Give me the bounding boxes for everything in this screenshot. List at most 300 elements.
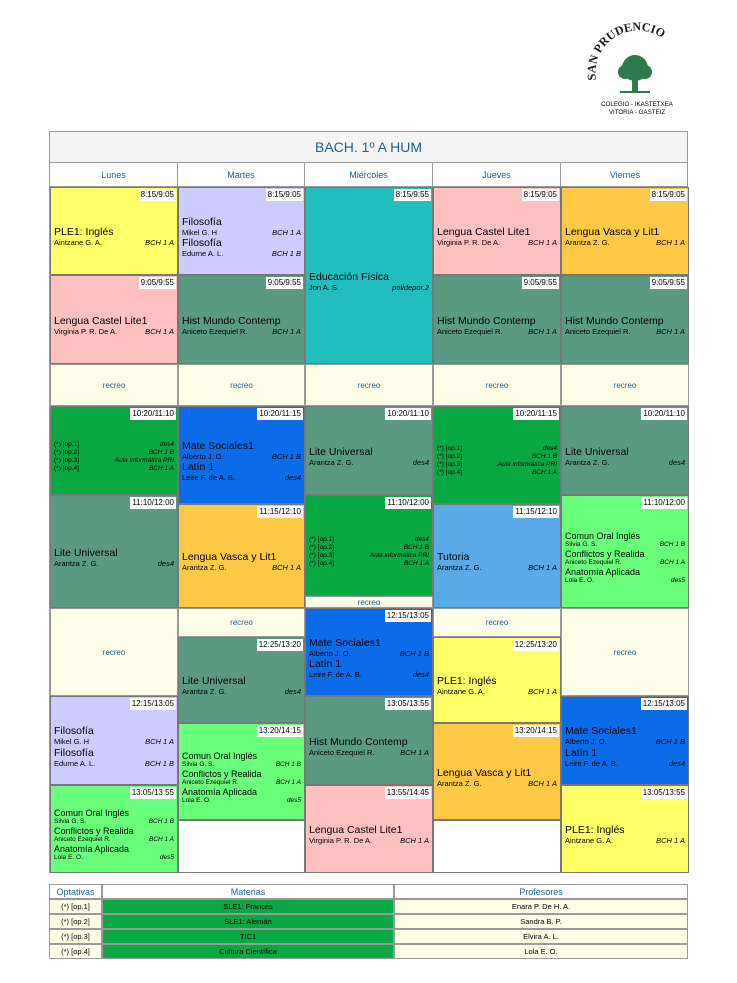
optativa-label: (*) [op.4] <box>54 464 79 472</box>
cell-content <box>54 419 174 494</box>
time-range: 10:20/11:10 <box>132 409 174 418</box>
time-range: 9:05/9:55 <box>140 278 174 287</box>
class-cell <box>305 696 433 785</box>
room-name: des4 <box>284 687 301 697</box>
room-name: Aula informática PRI <box>497 461 557 468</box>
subject-name: Conflictos y Realida <box>565 548 645 559</box>
teacher-line <box>54 854 174 862</box>
class-cell <box>50 187 178 275</box>
cell-content <box>309 798 429 872</box>
room-name: BCH 1 B <box>531 453 557 460</box>
time-range: 13:20/14:15 <box>514 726 557 735</box>
subject-name: Lite Universal <box>182 675 246 688</box>
subject-name: Lite Universal <box>309 445 373 458</box>
cell-content <box>309 621 429 695</box>
cell-content <box>54 798 174 872</box>
room-name: BCH 1 A <box>400 836 429 846</box>
optativa-line <box>54 449 174 457</box>
cell-content <box>437 200 557 274</box>
room-name: BCH 1 A <box>145 326 174 336</box>
teacher-name: Arantza Z. G. <box>182 687 227 697</box>
teacher-line <box>565 737 685 747</box>
day-header-2: Miércoles <box>305 163 433 187</box>
recreo-cell: recreo <box>561 608 689 696</box>
room-name: des4 <box>414 535 429 543</box>
room-name: des4 <box>412 457 429 467</box>
time-range: 12:15/13:05 <box>642 699 685 708</box>
class-cell <box>178 275 305 364</box>
recreo-cell: recreo <box>305 596 433 608</box>
subject-name: Conflictos y Realida <box>54 826 134 836</box>
teacher-line <box>565 836 685 846</box>
teacher-name: Edurne A. L. <box>182 249 224 258</box>
optativa-line <box>54 441 174 449</box>
teacher-name: Lola E. O. <box>565 576 594 584</box>
cell-content <box>437 419 557 503</box>
subject-name: Lite Universal <box>565 445 629 458</box>
teacher-line <box>54 559 174 569</box>
subject-name: PLE1: Inglés <box>54 226 114 239</box>
cell-content <box>54 709 174 784</box>
time-range: 12:15/13:05 <box>386 611 429 620</box>
teacher-name: Aniceto Ezequiel R. <box>309 747 375 757</box>
subject-name: PLE1: Inglés <box>565 824 625 837</box>
teacher-name: Lola E. O. <box>182 796 211 804</box>
subject-name: Latín 1 <box>565 746 598 759</box>
class-cell <box>50 406 178 495</box>
subject-name: Hist Mundo Contemp <box>565 314 664 327</box>
subject-name: Mate Sociales1 <box>309 636 381 649</box>
subject-name: Tutoria <box>437 551 470 564</box>
school-logo <box>582 20 692 130</box>
teacher-name: Aniceto Ezequiel R. <box>54 836 111 843</box>
room-name: BCH 1 B <box>403 543 429 551</box>
teacher-name: Mikel G. H <box>54 737 90 746</box>
time-range: 13:05/13:55 <box>642 788 685 797</box>
recreo-cell: recreo <box>50 608 178 696</box>
room-name: des4 <box>668 758 685 768</box>
subject-name: Lite Universal <box>54 546 118 559</box>
optativa-label: (*) [op.2] <box>309 543 334 551</box>
teacher-line <box>565 458 685 468</box>
optativa-materia: SLE1: Francés <box>102 899 394 914</box>
room-name: Aula informática PRI <box>114 456 174 464</box>
teacher-name: Aintzane G. A. <box>565 836 613 846</box>
teacher-line <box>54 759 174 769</box>
teacher-name: Aniceto Ezequiel R. <box>182 326 248 336</box>
room-name: des4 <box>284 473 301 482</box>
room-name: BCH 1 B <box>271 249 301 258</box>
teacher-line <box>565 327 685 337</box>
day-header-0: Lunes <box>50 163 178 187</box>
teacher-line <box>565 541 685 549</box>
teacher-name: Mikel G. H <box>182 227 218 237</box>
room-name: BCH 1 B <box>275 760 301 768</box>
class-cell <box>561 187 689 275</box>
teacher-name: Arantza Z. G. <box>565 238 610 248</box>
optativa-label: (*) [op.3] <box>309 551 334 559</box>
teacher-name: Arantza Z. G. <box>309 457 354 467</box>
class-cell <box>305 785 433 873</box>
logo-name: SAN PRUDENCIO <box>584 20 668 82</box>
teacher-name: Edurne A. L. <box>54 758 96 768</box>
recreo-cell: recreo <box>178 608 305 637</box>
subject-name: Lengua Vasca y Lit1 <box>182 551 277 564</box>
teacher-name: Leire F. de A. B. <box>565 758 618 768</box>
class-cell <box>178 637 305 723</box>
cell-content <box>437 288 557 363</box>
recreo-cell: recreo <box>50 364 178 406</box>
subject-name: Anatomía Aplicada <box>54 844 130 854</box>
teacher-line <box>182 797 301 805</box>
teacher-line <box>565 759 685 769</box>
room-name: des5 <box>159 854 174 861</box>
teacher-line <box>182 452 301 462</box>
class-cell <box>433 275 561 364</box>
teacher-line <box>437 687 557 697</box>
subject-name: Hist Mundo Contemp <box>182 314 281 327</box>
subject-name: Lengua Vasca y Lit1 <box>565 226 660 239</box>
teacher-name: Leire F. de A. B. <box>182 473 235 482</box>
teacher-line <box>182 687 301 697</box>
subject-name: Hist Mundo Contemp <box>309 735 408 748</box>
optativa-materia: TIC1 <box>102 929 394 944</box>
subject-name: Comun Oral Inglés <box>565 530 641 541</box>
class-cell <box>305 187 433 364</box>
class-cell <box>178 406 305 504</box>
optativa-label: (*) [op.3] <box>437 461 462 468</box>
cell-content <box>54 200 174 274</box>
cell-content <box>182 650 301 722</box>
teacher-name: Alberto J. O. <box>565 737 607 746</box>
cell-content <box>437 517 557 607</box>
optativa-profesor: Enara P. De H. A. <box>394 899 688 914</box>
teacher-line <box>54 737 174 747</box>
teacher-name: Alberto J. O. <box>182 451 224 461</box>
room-name: BCH 1 A <box>656 836 685 846</box>
room-name: BCH 1 A <box>656 326 685 336</box>
recreo-cell: recreo <box>561 364 689 406</box>
teacher-name: Aniceto Ezequiel R. <box>565 558 622 566</box>
teacher-line <box>309 670 429 680</box>
teacher-line <box>182 473 301 483</box>
time-range: 9:05/9:55 <box>523 278 557 287</box>
class-cell <box>561 495 689 608</box>
teacher-name: Aniceto Ezequiel R. <box>182 778 239 786</box>
class-cell <box>561 696 689 785</box>
optativa-label: (*) [op.4] <box>309 559 334 567</box>
cell-content <box>565 709 685 784</box>
time-range: 13:05/13:55 <box>386 699 429 708</box>
class-cell <box>561 275 689 364</box>
teacher-name: Arantza Z. G. <box>565 457 610 467</box>
class-cell <box>305 495 433 596</box>
optativa-label: (*) [op.1] <box>437 445 462 452</box>
class-cell <box>433 504 561 608</box>
class-cell <box>178 723 305 820</box>
room-name: BCH 1 B <box>148 818 174 825</box>
teacher-line <box>182 327 301 337</box>
optativa-line <box>309 544 429 552</box>
teacher-name: Alberto J. O. <box>309 648 351 658</box>
optativa-code: (*) [op.1] <box>49 899 102 914</box>
room-name: BCH 1 A <box>656 238 685 248</box>
optativa-line <box>437 469 557 477</box>
subject-name: Mate Sociales1 <box>565 725 637 737</box>
teacher-name: Virginia P. R. De A. <box>437 238 501 248</box>
room-name: BCH 1 A <box>531 469 557 476</box>
cell-content <box>309 419 429 494</box>
optativa-profesor: Elvira A. L. <box>394 929 688 944</box>
subject-name: Latín 1 <box>182 461 215 473</box>
teacher-line <box>309 649 429 659</box>
room-name: Aula informática PRI <box>369 551 429 559</box>
optativa-line <box>54 457 174 465</box>
subject-name: Filosofía <box>182 237 222 249</box>
teacher-name: Aniceto Ezequiel R. <box>437 326 503 336</box>
cell-content <box>565 200 685 274</box>
class-cell <box>305 608 433 696</box>
logo-line2: VITORIA - GASTEIZ <box>608 109 666 116</box>
room-name: BCH 1 B <box>655 737 685 746</box>
room-name: BCH 1 A <box>659 558 685 566</box>
teacher-line <box>182 779 301 787</box>
cell-content <box>565 419 685 494</box>
time-range: 11:10/12:00 <box>132 498 174 507</box>
schedule-grid <box>49 187 688 873</box>
time-range: 8:15/9:05 <box>651 190 685 199</box>
optativa-profesor: Lola E. O. <box>394 944 688 959</box>
room-name: BCH 1 A <box>148 464 174 472</box>
cell-content <box>565 288 685 363</box>
cell-content <box>309 709 429 784</box>
time-range: 11:10/12:00 <box>387 498 429 507</box>
teacher-line <box>437 238 557 248</box>
cell-content <box>182 833 301 872</box>
teacher-name: Silvia G. S. <box>54 818 87 825</box>
class-cell <box>50 696 178 785</box>
class-cell <box>50 785 178 873</box>
cell-content <box>437 736 557 819</box>
time-range: 12:25/13:20 <box>514 640 557 649</box>
time-range: 8:15/9:55 <box>395 190 429 199</box>
time-range: 9:05/9:55 <box>267 278 301 287</box>
teacher-line <box>565 577 685 585</box>
time-range: 10:20/11:15 <box>515 409 557 418</box>
room-name: BCH 1 A <box>148 836 174 843</box>
subject-name: Latín 1 <box>309 658 342 670</box>
teacher-line <box>309 458 429 468</box>
teacher-name: Arantza Z. G. <box>182 563 227 573</box>
cell-content <box>309 508 429 595</box>
cell-content <box>565 798 685 872</box>
cell-content <box>182 736 301 819</box>
subject-name: Conflictos y Realida <box>182 768 262 779</box>
room-name: BCH 1 A <box>272 563 301 573</box>
teacher-name: Virginia P. R. De A. <box>309 836 373 846</box>
subject-name: Comun Oral Inglés <box>54 808 130 818</box>
room-name: BCH 1 A <box>528 563 557 573</box>
room-name: BCH 1 A <box>528 778 557 788</box>
class-cell <box>50 495 178 608</box>
optativas-header: Optativas <box>49 884 102 899</box>
teacher-line <box>182 249 301 259</box>
room-name: BCH 1 A <box>400 747 429 757</box>
optativa-label: (*) [op.1] <box>54 440 79 448</box>
optativa-label: (*) [op.2] <box>54 448 79 456</box>
subject-name: Lengua Castel Lite1 <box>54 314 148 327</box>
cell-content <box>54 288 174 363</box>
subject-name: Anatomía Aplicada <box>182 786 258 797</box>
teacher-line <box>309 283 429 293</box>
room-name: des4 <box>159 440 174 448</box>
optativa-line <box>437 461 557 469</box>
teacher-line <box>565 559 685 567</box>
class-cell <box>305 406 433 495</box>
teacher-line <box>182 228 301 238</box>
time-range: 10:20/11:10 <box>643 409 685 418</box>
room-name: BCH 1 A <box>145 238 174 248</box>
optativa-label: (*) [op.1] <box>309 535 334 543</box>
subject-name: Filosofía <box>54 746 94 759</box>
recreo-cell: recreo <box>178 364 305 406</box>
optativa-line <box>309 536 429 544</box>
optativas-table <box>49 884 688 959</box>
class-cell <box>561 785 689 873</box>
room-name: BCH 1 A <box>272 227 301 237</box>
optativa-materia: Cultura Científica <box>102 944 394 959</box>
cell-content <box>437 833 557 872</box>
subject-name: Filosofía <box>54 725 94 737</box>
class-cell <box>178 504 305 608</box>
teacher-line <box>54 327 174 337</box>
cell-content <box>437 650 557 722</box>
optativa-label: (*) [op.4] <box>437 469 462 476</box>
time-range: 8:15/9:05 <box>267 190 301 199</box>
room-name: des5 <box>286 796 301 804</box>
teacher-line <box>54 836 174 844</box>
teacher-name: Aintzane G. A. <box>437 687 485 697</box>
optativa-line <box>309 560 429 568</box>
room-name: BCH 1 A <box>403 559 429 567</box>
teacher-name: Leire F. de A. B. <box>309 670 362 679</box>
teacher-line <box>437 563 557 573</box>
teacher-line <box>309 748 429 758</box>
recreo-cell: recreo <box>433 608 561 637</box>
time-range: 9:05/9:55 <box>651 278 685 287</box>
class-cell <box>50 275 178 364</box>
cell-content <box>182 200 301 274</box>
room-name: BCH 1 B <box>148 448 174 456</box>
time-range: 10:20/11:15 <box>259 409 301 418</box>
teacher-line <box>54 818 174 826</box>
teacher-line <box>437 327 557 337</box>
logo-line1: COLEGIO - IKASTETXEA <box>601 101 673 108</box>
teacher-line <box>182 563 301 573</box>
cell-content <box>182 419 301 503</box>
empty-slot <box>433 820 561 873</box>
teacher-name: Aintzane G. A. <box>54 238 102 248</box>
time-range: 13:20/14:15 <box>258 726 301 735</box>
empty-slot <box>178 820 305 873</box>
day-header-1: Martes <box>178 163 305 187</box>
recreo-cell: recreo <box>433 364 561 406</box>
teacher-line <box>309 836 429 846</box>
room-name: BCH 1 A <box>145 737 174 746</box>
day-header-3: Jueves <box>433 163 561 187</box>
subject-name: Anatomía Aplicada <box>565 566 641 577</box>
cell-content <box>565 508 685 607</box>
teacher-line <box>437 779 557 789</box>
optativa-code: (*) [op.2] <box>49 914 102 929</box>
teacher-name: Silvia G. S. <box>565 540 598 548</box>
room-name: des4 <box>542 445 557 452</box>
class-cell <box>433 406 561 504</box>
class-cell <box>433 637 561 723</box>
class-cell <box>561 406 689 495</box>
optativa-line <box>54 465 174 473</box>
cell-content <box>182 288 301 363</box>
optativa-code: (*) [op.4] <box>49 944 102 959</box>
teacher-line <box>182 761 301 769</box>
optativa-materia: SLE1: Alemán <box>102 914 394 929</box>
teacher-name: Arantza Z. G. <box>54 558 99 568</box>
subject-name: Comun Oral Inglés <box>182 750 258 761</box>
room-name: des4 <box>157 558 174 568</box>
subject-name: Educación Física <box>309 270 389 283</box>
optativa-profesor: Sandra B. P. <box>394 914 688 929</box>
optativa-line <box>437 445 557 453</box>
cell-content <box>182 517 301 607</box>
teacher-name: Aniceto Ezequiel R. <box>565 326 631 336</box>
subject-name: Lengua Vasca y Lit1 <box>437 766 532 779</box>
time-range: 13:55/14:45 <box>386 788 429 797</box>
class-cell <box>178 187 305 275</box>
room-name: BCH 1 A <box>272 326 301 336</box>
teacher-name: Silvia G. S. <box>182 760 215 768</box>
cell-content <box>309 200 429 363</box>
class-cell <box>433 187 561 275</box>
room-name: BCH 1 B <box>399 648 429 658</box>
room-name: BCH 1 B <box>144 758 174 768</box>
room-name: BCH 1 A <box>528 238 557 248</box>
teacher-name: Lola E. O. <box>54 854 83 861</box>
optativa-label: (*) [op.2] <box>437 453 462 460</box>
teacher-line <box>565 238 685 248</box>
time-range: 12:25/13:20 <box>258 640 301 649</box>
time-range: 11:15/12:10 <box>259 507 301 516</box>
room-name: BCH 1 B <box>271 451 301 461</box>
room-name: BCH 1 A <box>528 326 557 336</box>
subject-name: Mate Sociales1 <box>182 439 254 452</box>
subject-name: Hist Mundo Contemp <box>437 314 536 327</box>
teacher-name: Arantza Z. G. <box>437 563 482 573</box>
profesores-header: Profesores <box>394 884 688 899</box>
schedule-title: BACH. 1º A HUM <box>49 131 688 163</box>
materias-header: Materias <box>102 884 394 899</box>
time-range: 12:15/13:05 <box>131 699 174 708</box>
subject-name: Filosofía <box>182 215 222 228</box>
teacher-name: Arantza Z. G. <box>437 778 482 788</box>
room-name: BCH 1 B <box>659 540 685 548</box>
subject-name: Lengua Castel Lite1 <box>309 824 403 837</box>
cell-content <box>54 508 174 607</box>
time-range: 11:10/12:00 <box>643 498 685 507</box>
time-range: 11:15/12:10 <box>515 507 557 516</box>
time-range: 13:05/13:55 <box>131 788 174 797</box>
optativa-label: (*) [op.3] <box>54 456 79 464</box>
room-name: BCH 1 A <box>275 778 301 786</box>
